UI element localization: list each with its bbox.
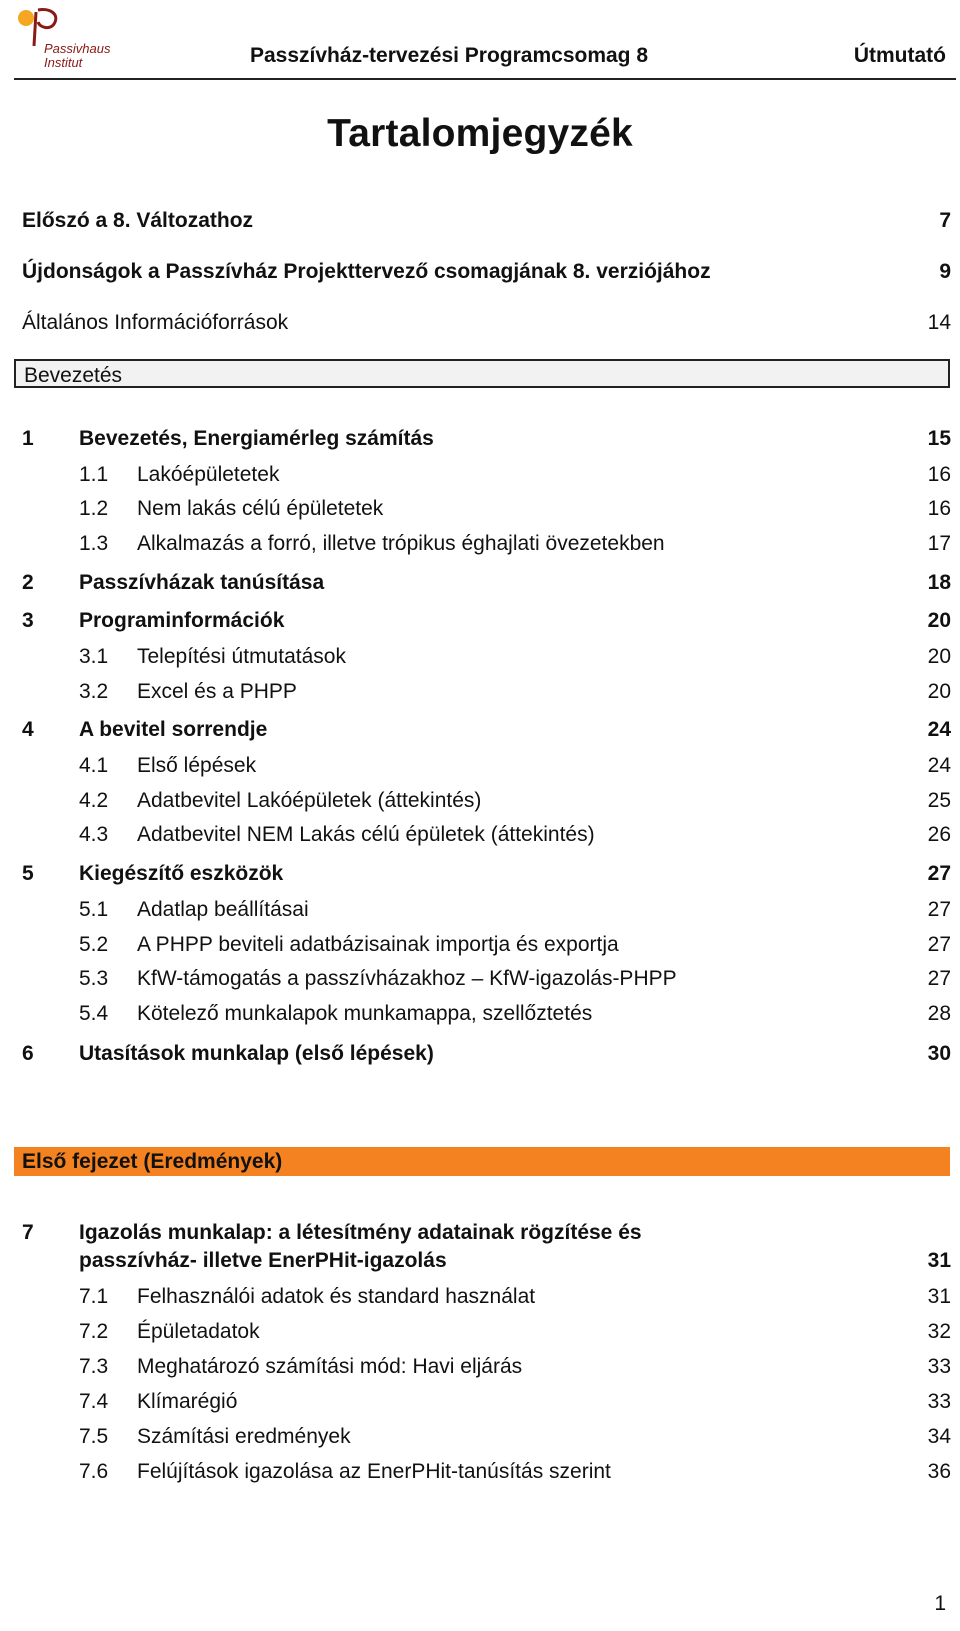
- toc-section-page: 27: [927, 967, 951, 990]
- toc-chapter-page: 31: [927, 1249, 951, 1272]
- toc-chapter-text: Passzívházak tanúsítása: [79, 571, 325, 594]
- passivhaus-institut-logo: [14, 6, 114, 76]
- toc-section-page: 27: [927, 898, 951, 921]
- toc-chapter-number: 1: [22, 427, 34, 450]
- toc-section-number: 5.4: [79, 1002, 109, 1025]
- toc-entry-text: Előszó a 8. Változathoz: [22, 209, 254, 232]
- toc-chapter-number: 7: [22, 1221, 34, 1244]
- toc-section-text: Felhasználói adatok és standard használat: [137, 1285, 536, 1308]
- toc-section-text: Adatlap beállításai: [137, 898, 309, 921]
- toc-chapter-page: 18: [927, 571, 951, 594]
- toc-section-page: 33: [927, 1355, 951, 1378]
- toc-section-text: A PHPP beviteli adatbázisainak importja és exportja: [137, 933, 619, 956]
- toc-section-text: Épületadatok: [137, 1320, 260, 1343]
- toc-section-text: Klímarégió: [137, 1390, 238, 1413]
- toc-section-number: 5.1: [79, 898, 109, 921]
- part-heading-introduction: [14, 359, 950, 388]
- toc-section-page: 16: [927, 463, 951, 486]
- toc-entry-text: Általános Információforrások: [22, 311, 289, 334]
- toc-section-text: Lakóépületetek: [137, 463, 280, 486]
- toc-chapter-text: Programinformációk: [79, 609, 285, 632]
- toc-chapter-page: 30: [927, 1042, 951, 1065]
- part-heading-label: Bevezetés: [24, 364, 123, 387]
- toc-section-number: 5.2: [79, 933, 109, 956]
- running-header-title: Passzívház-tervezési Programcsomag 8: [250, 44, 649, 67]
- logo-text-line2: Institut: [44, 55, 83, 70]
- toc-section-text: Nem lakás célú épületetek: [137, 497, 384, 520]
- toc-chapter-text-line2: passzívház- illetve EnerPHit-igazolás: [79, 1249, 447, 1272]
- toc-chapter-text: Bevezetés, Energiamérleg számítás: [79, 427, 434, 450]
- page-number: 1: [934, 1592, 946, 1615]
- header-divider: [14, 78, 956, 80]
- toc-chapter-text-line1: Igazolás munkalap: a létesítmény adatainak rögzítése és: [79, 1221, 642, 1244]
- toc-section-page: 32: [927, 1320, 951, 1343]
- logo-text-line1: Passivhaus: [44, 41, 111, 56]
- toc-chapter-number: 4: [22, 718, 34, 741]
- toc-section-number: 3.1: [79, 645, 109, 668]
- toc-section-page: 34: [927, 1425, 951, 1448]
- toc-section-number: 4.3: [79, 823, 109, 846]
- toc-section-page: 31: [927, 1285, 951, 1308]
- toc-section-number: 1.1: [79, 463, 109, 486]
- toc-section-page: 17: [927, 532, 951, 555]
- page-title: Tartalomjegyzék: [327, 112, 633, 155]
- toc-section-text: Számítási eredmények: [137, 1425, 351, 1448]
- toc-section-text: Alkalmazás a forró, illetve trópikus éghajlati övezetekben: [137, 532, 665, 555]
- toc-section-page: 25: [927, 789, 951, 812]
- toc-section-page: 24: [927, 754, 951, 777]
- toc-chapter-number: 3: [22, 609, 34, 632]
- toc-section-page: 20: [927, 645, 951, 668]
- toc-section-number: 1.3: [79, 532, 109, 555]
- toc-entry-page: 14: [927, 311, 951, 334]
- toc-chapter-number: 6: [22, 1042, 34, 1065]
- toc-chapter-7[interactable]: [22, 1219, 951, 1275]
- toc-chapter-page: 20: [927, 609, 951, 632]
- toc-section-page: 33: [927, 1390, 951, 1413]
- toc-section-number: 7.5: [79, 1425, 109, 1448]
- toc-section-page: 16: [927, 497, 951, 520]
- toc-section-page: 26: [927, 823, 951, 846]
- toc-section-page: 36: [927, 1460, 951, 1483]
- toc-section-text: Felújítások igazolása az EnerPHit-tanúsítás szerint: [137, 1460, 611, 1483]
- page-header: [0, 0, 960, 82]
- toc-section-number: 4.1: [79, 754, 109, 777]
- part-heading-results: [14, 1147, 950, 1176]
- toc-section-text: KfW-támogatás a passzívházakhoz – KfW-igazolás-PHPP: [137, 967, 677, 990]
- toc-section-text: Adatbevitel Lakóépületek (áttekintés): [137, 789, 482, 812]
- toc-section-number: 7.1: [79, 1285, 109, 1308]
- toc-section-number: 5.3: [79, 967, 109, 990]
- toc-section-number: 7.4: [79, 1390, 109, 1413]
- toc-chapter-page: 15: [927, 427, 951, 450]
- toc-section-text: Meghatározó számítási mód: Havi eljárás: [137, 1355, 523, 1378]
- part-heading-label: Első fejezet (Eredmények): [22, 1150, 283, 1173]
- toc-chapter-number: 2: [22, 571, 34, 594]
- toc-chapter-number: 5: [22, 862, 34, 885]
- toc-chapter-text: Kiegészítő eszközök: [79, 862, 284, 885]
- toc-section-page: 20: [927, 680, 951, 703]
- toc-entry-page: 7: [939, 209, 951, 232]
- toc-section-number: 4.2: [79, 789, 109, 812]
- toc-section-text: Kötelező munkalapok munkamappa, szellőztetés: [137, 1002, 593, 1025]
- toc-section-text: Excel és a PHPP: [137, 680, 297, 703]
- toc-section-text: Telepítési útmutatások: [137, 645, 346, 668]
- toc-chapter-page: 24: [927, 718, 951, 741]
- toc-chapter-page: 27: [927, 862, 951, 885]
- toc-section-text: Első lépések: [137, 754, 257, 777]
- toc-section-number: 3.2: [79, 680, 109, 703]
- toc-section-number: 7.2: [79, 1320, 109, 1343]
- toc-section-page: 27: [927, 933, 951, 956]
- running-header-right: Útmutató: [853, 44, 946, 67]
- toc-chapter-text: Utasítások munkalap (első lépések): [79, 1042, 434, 1065]
- toc-entry-page: 9: [939, 260, 951, 283]
- toc-section-number: 1.2: [79, 497, 109, 520]
- toc-section-number: 7.6: [79, 1460, 109, 1483]
- toc-chapter-text: A bevitel sorrendje: [79, 718, 268, 741]
- toc-section-text: Adatbevitel NEM Lakás célú épületek (áttekintés): [137, 823, 595, 846]
- toc-entry-text: Újdonságok a Passzívház Projekttervező csomagjának 8. verziójához: [22, 260, 711, 283]
- toc-section-number: 7.3: [79, 1355, 109, 1378]
- toc-section-page: 28: [927, 1002, 951, 1025]
